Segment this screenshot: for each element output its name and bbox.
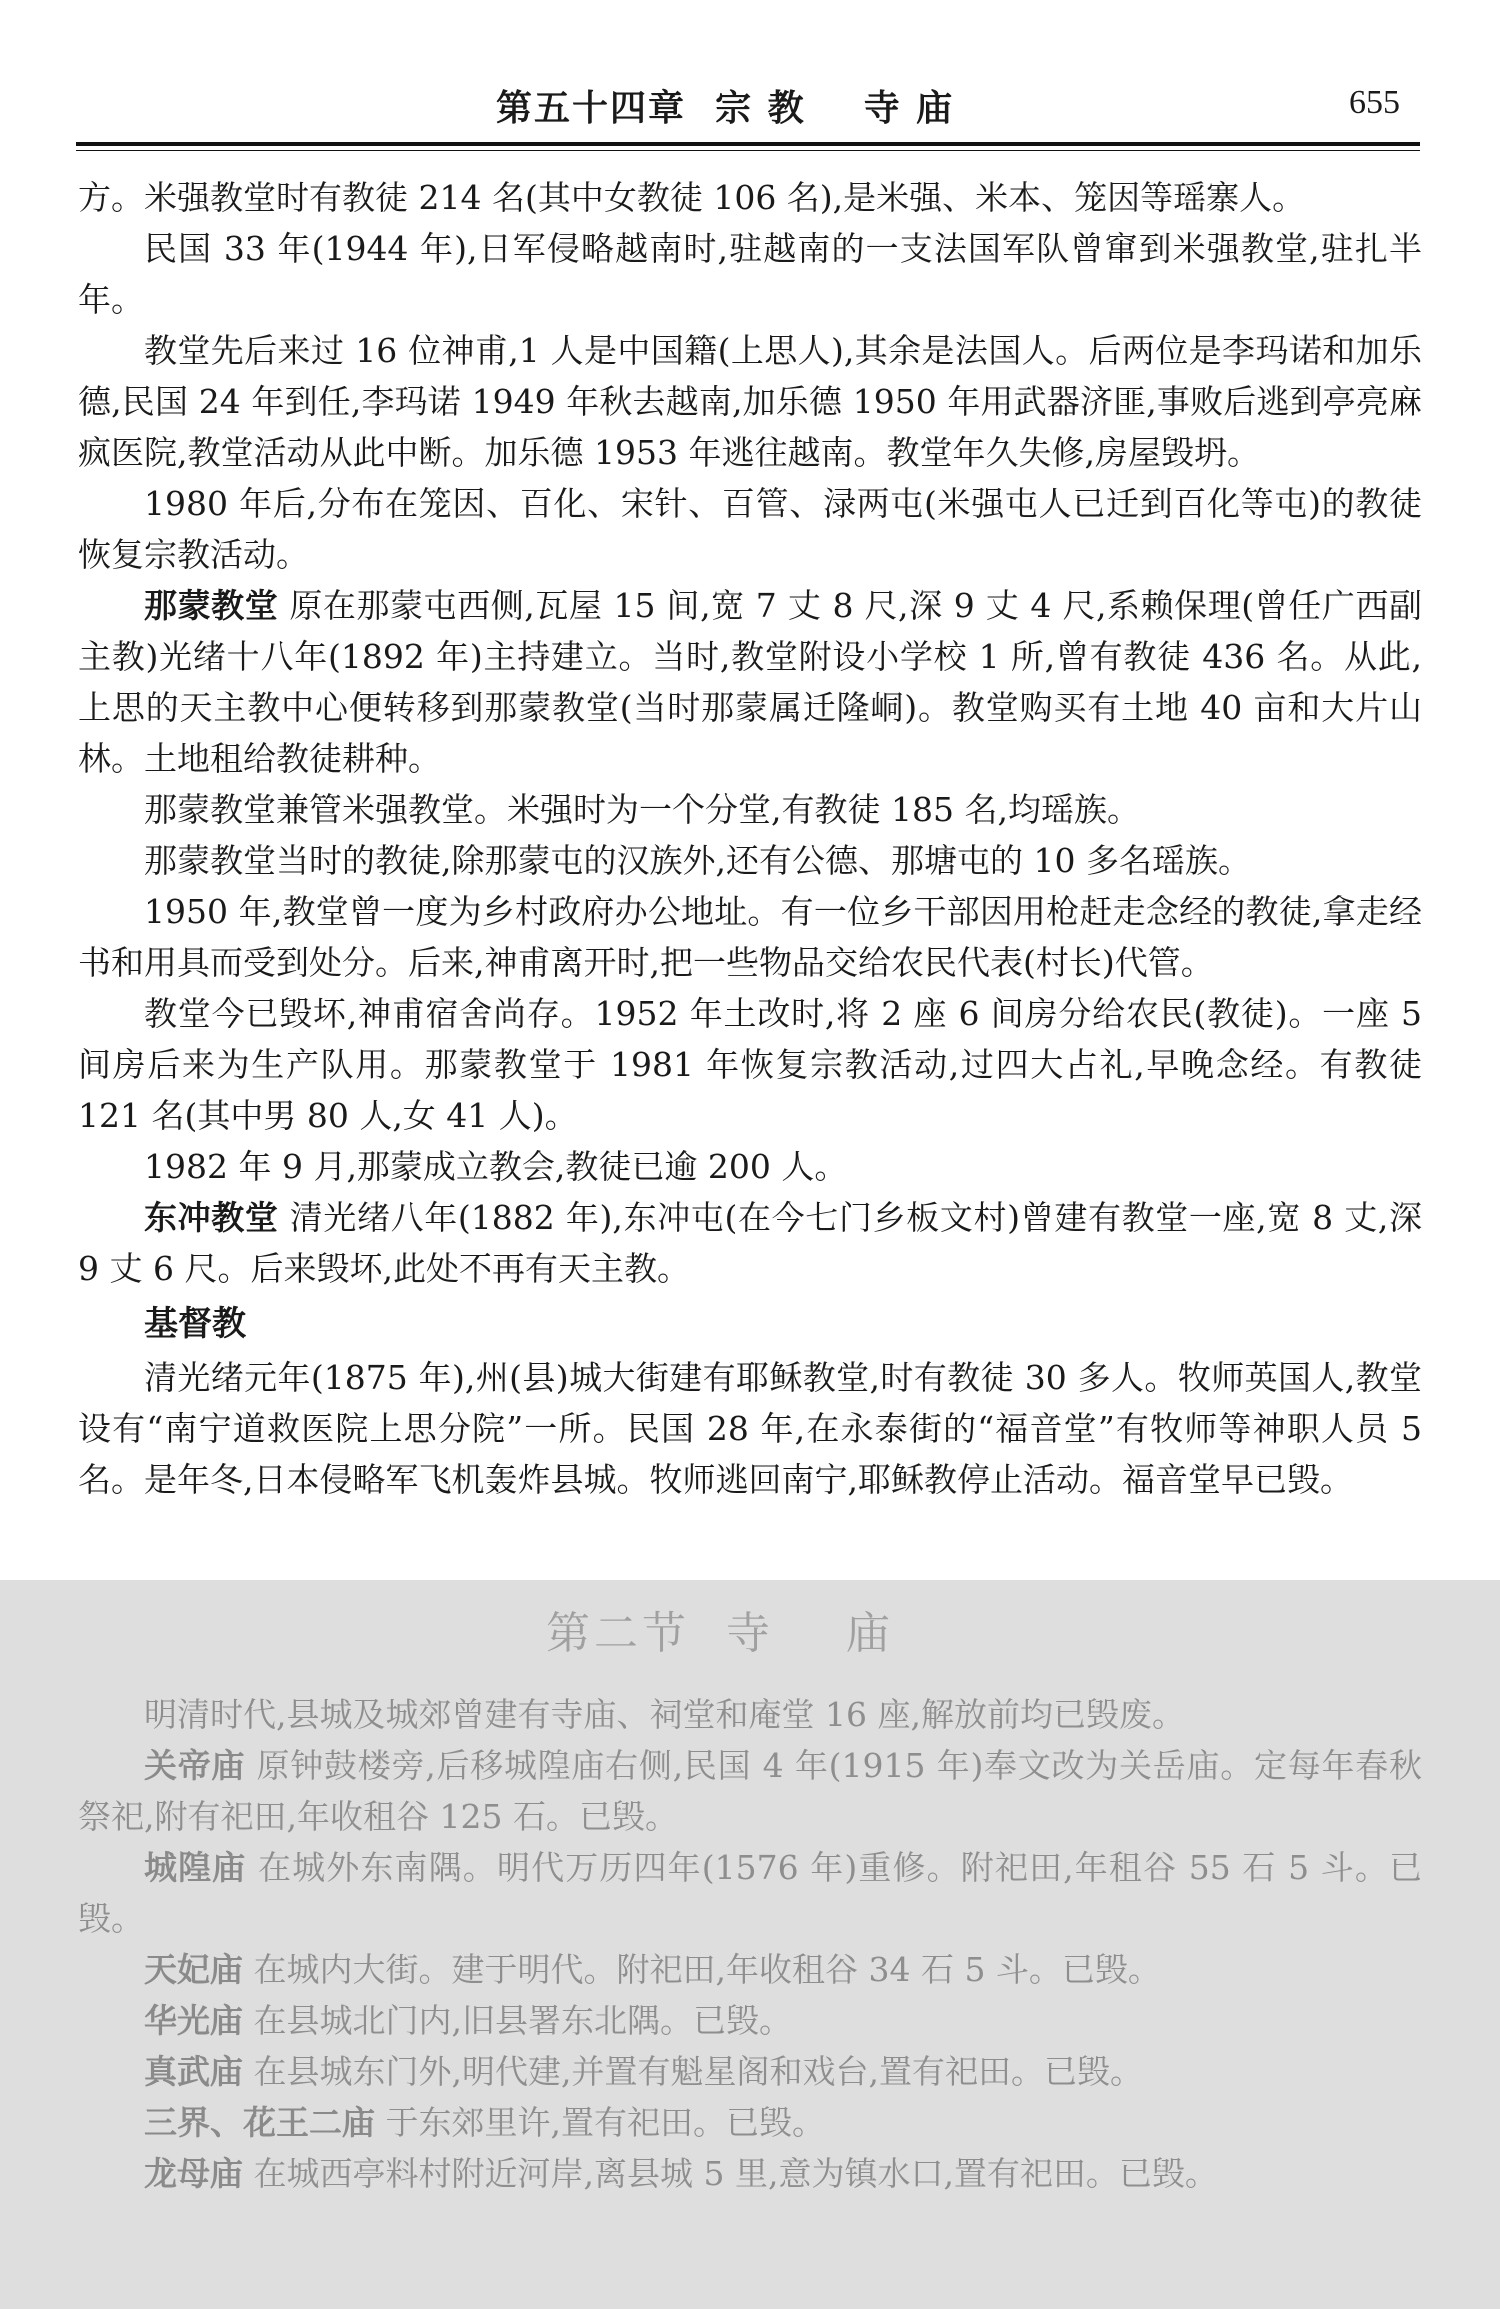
temple-text: 在城外东南隅。明代万历四年(1576 年)重修。附祀田,年租谷 55 石 5 斗。已毁。 bbox=[78, 1848, 1423, 1938]
temple-text: 于东郊里许,置有祀田。已毁。 bbox=[375, 2103, 825, 2142]
paragraph: 明清时代,县城及城郊曾建有寺庙、祠堂和庵堂 16 座,解放前均已毁废。 bbox=[144, 1695, 1185, 1734]
section-title: 第二节 寺 庙 bbox=[546, 1608, 894, 1659]
section-temples bbox=[0, 1580, 1500, 2309]
paragraph: 那蒙教堂兼管米强教堂。米强时为一个分堂,有教徒 185 名,均瑶族。 bbox=[144, 790, 1140, 829]
temple-entry bbox=[78, 2148, 1422, 2199]
entry-text: 清光绪八年(1882 年),东冲屯(在今七门乡板文村)曾建有教堂一座,宽 8 丈,深 9 丈 6 尺。后来毁坏,此处不再有天主教。 bbox=[78, 1198, 1423, 1288]
paragraph-naming-church bbox=[78, 580, 1422, 784]
temple-text: 在县城北门内,旧县署东北隅。已毁。 bbox=[243, 2001, 792, 2040]
temple-name: 龙母庙 bbox=[144, 2154, 243, 2193]
temple-entry bbox=[78, 1944, 1422, 1995]
paragraph: 1982 年 9 月,那蒙成立教会,教徒已逾 200 人。 bbox=[144, 1147, 848, 1186]
temple-name: 城隍庙 bbox=[144, 1848, 247, 1887]
section-heading: 基督教 bbox=[144, 1304, 246, 1344]
page-number: 655 bbox=[1349, 84, 1400, 121]
paragraph: 方。米强教堂时有教徒 214 名(其中女教徒 106 名),是米强、米本、笼因等瑶寨人。 bbox=[78, 178, 1306, 217]
entry-term: 东冲教堂 bbox=[144, 1198, 279, 1237]
paragraph: 那蒙教堂当时的教徒,除那蒙屯的汉族外,还有公德、那塘屯的 10 多名瑶族。 bbox=[144, 841, 1251, 880]
paragraph-dongchong-church bbox=[78, 1192, 1422, 1294]
temple-name: 三界、花王二庙 bbox=[144, 2103, 375, 2142]
temple-entry bbox=[78, 2046, 1422, 2097]
chapter-title: 第五十四章 宗 教 寺 庙 bbox=[496, 87, 955, 129]
temple-name: 真武庙 bbox=[144, 2052, 243, 2091]
entry-text: 原在那蒙屯西侧,瓦屋 15 间,宽 7 丈 8 尺,深 9 丈 4 尺,系赖保理(曾任广西副主教)光绪十八年(1892 年)主持建立。当时,教堂附设小学校 1 所,曾有教徒 436 名。从此,上思的天主教中心便转移到那蒙教堂(当时那蒙属迁隆峒)。教堂购买有土地 40 亩和大片山林。土地租给教徒耕种。 bbox=[78, 586, 1423, 778]
paragraph: 1980 年后,分布在笼因、百化、宋针、百管、渌两屯(米强屯人已迁到百化等屯)的教徒恢复宗教活动。 bbox=[78, 484, 1422, 574]
paragraph: 清光绪元年(1875 年),州(县)城大街建有耶稣教堂,时有教徒 30 多人。牧师英国人,教堂设有“南宁道救医院上思分院”一所。民国 28 年,在永泰街的“福音堂”有牧师等神职人员 5 名。是年冬,日本侵略军飞机轰炸县城。牧师逃回南宁,耶稣教停止活动。福音堂早已毁。 bbox=[78, 1358, 1422, 1499]
temple-text: 在城西亭料村附近河岸,离县城 5 里,意为镇水口,置有祀田。已毁。 bbox=[243, 2154, 1218, 2193]
temple-entry bbox=[78, 2097, 1422, 2148]
temple-entry bbox=[78, 1995, 1422, 2046]
paragraph: 教堂今已毁坏,神甫宿舍尚存。1952 年土改时,将 2 座 6 间房分给农民(教徒)。一座 5 间房后来为生产队用。那蒙教堂于 1981 年恢复宗教活动,过四大占礼,早晚念经。有教徒 121 名(其中男 80 人,女 41 人)。 bbox=[78, 994, 1422, 1135]
temple-text: 原钟鼓楼旁,后移城隍庙右侧,民国 4 年(1915 年)奉文改为关岳庙。定每年春秋祭祀,附有祀田,年收租谷 125 石。已毁。 bbox=[78, 1746, 1423, 1836]
paragraph: 教堂先后来过 16 位神甫,1 人是中国籍(上思人),其余是法国人。后两位是李玛诺和加乐德,民国 24 年到任,李玛诺 1949 年秋去越南,加乐德 1950 年用武器济匪,事败后逃到亭亮麻疯医院,教堂活动从此中断。加乐德 1953 年逃往越南。教堂年久失修,房屋毁坍。 bbox=[78, 331, 1422, 472]
main-text bbox=[78, 172, 1422, 1505]
temple-entry bbox=[78, 1842, 1422, 1944]
paragraph: 民国 33 年(1944 年),日军侵略越南时,驻越南的一支法国军队曾窜到米强教堂,驻扎半年。 bbox=[78, 229, 1422, 319]
header-rule-thick bbox=[76, 142, 1420, 146]
temple-text: 在县城东门外,明代建,并置有魁星阁和戏台,置有祀田。已毁。 bbox=[243, 2052, 1143, 2091]
paragraph: 1950 年,教堂曾一度为乡村政府办公地址。有一位乡干部因用枪赶走念经的教徒,拿走经书和用具而受到处分。后来,神甫离开时,把一些物品交给农民代表(村长)代管。 bbox=[78, 892, 1422, 982]
temple-name: 关帝庙 bbox=[144, 1746, 246, 1785]
temple-name: 天妃庙 bbox=[144, 1950, 243, 1989]
entry-term: 那蒙教堂 bbox=[144, 586, 279, 625]
temple-text: 在城内大街。建于明代。附祀田,年收租谷 34 石 5 斗。已毁。 bbox=[243, 1950, 1161, 1989]
page-header bbox=[76, 70, 1420, 140]
header-rule-thin bbox=[76, 150, 1420, 151]
temple-name: 华光庙 bbox=[144, 2001, 243, 2040]
temple-entry bbox=[78, 1740, 1422, 1842]
